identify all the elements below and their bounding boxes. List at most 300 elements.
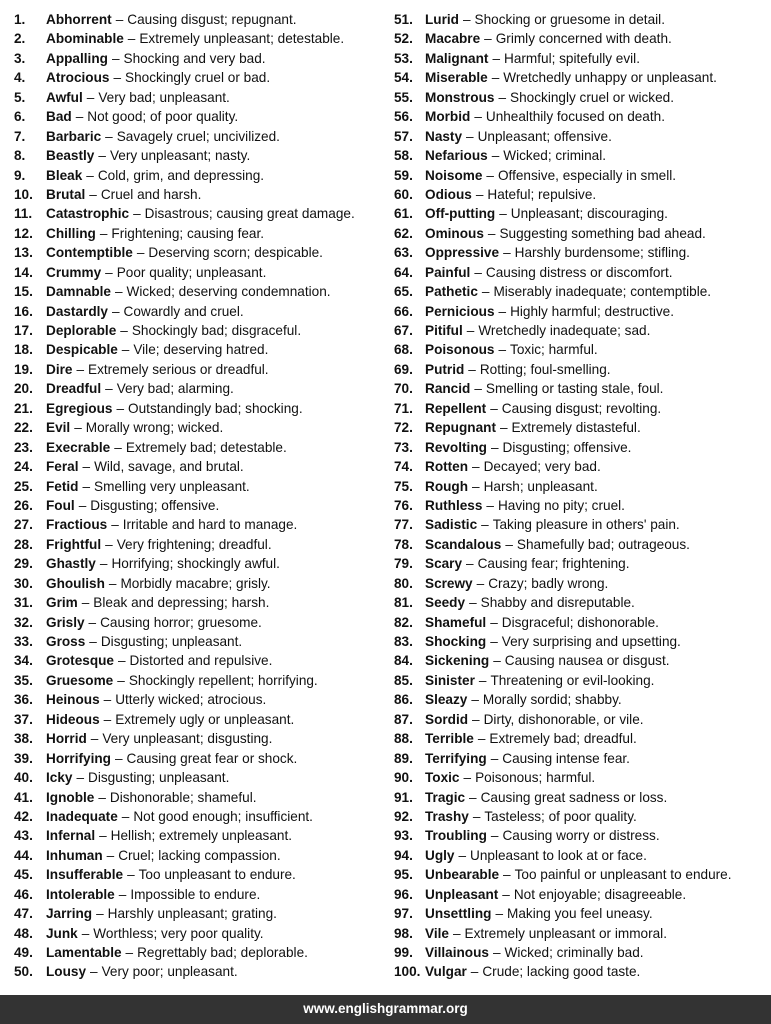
item-definition: Cruel and harsh. — [100, 186, 202, 202]
list-item — [14, 127, 386, 146]
item-separator: – — [490, 614, 498, 630]
item-separator: – — [113, 70, 122, 86]
item-definition: Harshly burdensome; stifling. — [514, 245, 690, 261]
item-separator: – — [81, 925, 90, 941]
item-number: 9. — [14, 167, 26, 183]
item-number: 47. — [14, 906, 33, 922]
item-number: 32. — [14, 614, 33, 630]
item-number: 28. — [14, 536, 33, 552]
item-number: 19. — [14, 361, 33, 377]
item-number: 13. — [14, 245, 33, 261]
item-separator: – — [106, 847, 115, 863]
list-item — [14, 515, 386, 534]
list-item — [394, 729, 771, 748]
item-separator: – — [98, 789, 106, 805]
item-number: 30. — [14, 575, 33, 591]
item-number: 14. — [14, 264, 33, 280]
item-word: Inadequate — [46, 808, 118, 824]
item-definition: Causing worry or distress. — [502, 828, 660, 844]
list-item — [14, 243, 386, 262]
list-item — [394, 613, 771, 632]
item-separator: – — [468, 361, 476, 377]
item-separator: – — [495, 906, 504, 922]
item-number: 7. — [14, 128, 26, 144]
item-word: Catastrophic — [46, 206, 130, 222]
item-word: Shocking — [425, 634, 487, 649]
item-separator: – — [82, 459, 91, 475]
item-number: 21. — [14, 400, 33, 416]
item-definition: Crazy; badly wrong. — [488, 575, 609, 591]
list-item — [14, 166, 386, 185]
item-word: Horrifying — [46, 750, 111, 766]
item-number: 67. — [394, 323, 413, 338]
list-item — [394, 379, 771, 398]
item-word: Monstrous — [425, 89, 495, 105]
item-word: Abominable — [46, 31, 124, 47]
list-item — [394, 904, 771, 923]
item-number: 46. — [14, 886, 33, 902]
word-list-left-column — [14, 10, 386, 982]
item-definition: Shockingly cruel or wicked. — [510, 89, 674, 105]
item-number: 20. — [14, 381, 33, 397]
list-item — [14, 632, 386, 651]
list-item — [394, 127, 771, 146]
item-word: Pathetic — [425, 284, 478, 300]
item-definition: Not good; of poor quality. — [87, 109, 239, 125]
list-item — [394, 438, 771, 457]
list-item — [394, 788, 771, 807]
item-definition: Horrifying; shockingly awful. — [111, 556, 280, 572]
item-separator: – — [114, 750, 123, 766]
list-item — [394, 535, 771, 554]
list-item — [394, 399, 771, 418]
item-number: 85. — [394, 672, 413, 688]
item-definition: Morally wrong; wicked. — [85, 420, 224, 436]
item-word: Lousy — [46, 964, 87, 980]
item-number: 17. — [14, 323, 33, 338]
item-number: 12. — [14, 225, 33, 241]
item-separator: – — [472, 711, 480, 727]
item-number: 94. — [394, 847, 413, 863]
item-separator: – — [82, 478, 91, 494]
list-item — [14, 379, 386, 398]
item-definition: Extremely unpleasant or immoral. — [464, 925, 667, 941]
list-item — [394, 885, 771, 904]
item-separator: – — [474, 109, 482, 125]
item-number: 95. — [394, 867, 413, 883]
item-separator: – — [103, 711, 112, 727]
item-number: 39. — [14, 750, 33, 766]
item-number: 2. — [14, 31, 26, 47]
list-item — [14, 943, 386, 962]
item-word: Terrible — [425, 731, 474, 747]
item-definition: Toxic; harmful. — [510, 342, 598, 358]
item-word: Bad — [46, 109, 72, 125]
list-item — [14, 574, 386, 593]
list-item — [394, 29, 771, 48]
item-separator: – — [115, 12, 124, 27]
item-definition: Causing horror; gruesome. — [100, 614, 262, 630]
item-number: 99. — [394, 945, 413, 960]
list-item — [14, 729, 386, 748]
list-item — [394, 263, 771, 282]
list-item — [394, 496, 771, 515]
item-definition: Utterly wicked; atrocious. — [115, 692, 267, 708]
item-separator: – — [75, 109, 84, 125]
item-number: 23. — [14, 439, 33, 455]
item-word: Unpleasant — [425, 886, 499, 902]
item-number: 52. — [394, 31, 413, 47]
item-definition: Unpleasant; discouraging. — [510, 206, 668, 222]
item-number: 93. — [394, 828, 413, 844]
item-number: 78. — [394, 536, 413, 552]
item-word: Revolting — [425, 439, 487, 455]
list-item — [14, 768, 386, 787]
item-word: Fractious — [46, 517, 108, 533]
list-item — [14, 399, 386, 418]
item-separator: – — [118, 886, 127, 902]
item-word: Sordid — [425, 711, 469, 727]
item-separator: – — [486, 497, 494, 513]
item-word: Poisonous — [425, 342, 495, 358]
item-definition: Offensive, especially in smell. — [497, 167, 677, 183]
item-number: 86. — [394, 692, 413, 708]
item-word: Rancid — [425, 381, 471, 397]
item-definition: Poor quality; unpleasant. — [116, 264, 267, 280]
item-definition: Cruel; lacking compassion. — [118, 847, 281, 863]
item-separator: – — [81, 595, 90, 611]
item-definition: Shockingly cruel or bad. — [125, 70, 271, 86]
list-item — [394, 826, 771, 845]
item-definition: Wicked; deserving condemnation. — [126, 284, 331, 300]
item-word: Ghastly — [46, 556, 96, 572]
item-number: 8. — [14, 148, 26, 164]
item-word: Appalling — [46, 50, 108, 66]
item-separator: – — [498, 342, 507, 358]
item-number: 22. — [14, 420, 33, 436]
item-separator: – — [492, 50, 500, 66]
item-word: Villainous — [425, 945, 489, 960]
list-item — [394, 943, 771, 962]
item-definition: Very bad; alarming. — [116, 381, 234, 397]
item-definition: Unpleasant to look at or face. — [470, 847, 647, 863]
item-separator: – — [477, 731, 486, 747]
list-item — [14, 477, 386, 496]
item-definition: Morally sordid; shabby. — [482, 692, 622, 708]
item-definition: Frightening; causing fear. — [111, 225, 265, 241]
item-definition: Causing great sadness or loss. — [480, 789, 668, 805]
list-item — [14, 224, 386, 243]
item-number: 24. — [14, 459, 33, 475]
item-word: Deplorable — [46, 323, 117, 338]
item-definition: Disgusting; unpleasant. — [88, 770, 230, 786]
item-separator: – — [499, 206, 507, 222]
list-item — [14, 340, 386, 359]
item-separator: – — [466, 556, 474, 572]
item-number: 40. — [14, 770, 33, 786]
item-definition: Shabby and disreputable. — [480, 595, 635, 611]
item-word: Damnable — [46, 284, 111, 300]
list-item — [394, 49, 771, 68]
item-word: Morbid — [425, 109, 471, 125]
item-separator: – — [498, 303, 507, 319]
item-definition: Wretchedly inadequate; sad. — [478, 323, 651, 338]
item-number: 97. — [394, 906, 413, 922]
item-separator: – — [111, 517, 119, 533]
item-word: Heinous — [46, 692, 100, 708]
item-separator: – — [90, 731, 99, 747]
list-item — [14, 904, 386, 923]
item-definition: Worthless; very poor quality. — [93, 925, 264, 941]
item-separator: – — [74, 420, 82, 436]
item-separator: – — [499, 420, 508, 436]
item-number: 71. — [394, 400, 413, 416]
item-number: 29. — [14, 556, 33, 572]
list-item — [394, 865, 771, 884]
item-separator: – — [127, 867, 135, 883]
item-number: 70. — [394, 381, 413, 397]
item-word: Sadistic — [425, 517, 478, 533]
item-number: 91. — [394, 789, 413, 805]
item-separator: – — [452, 925, 461, 941]
list-item — [14, 10, 386, 29]
item-separator: – — [484, 31, 492, 47]
item-number: 80. — [394, 575, 413, 591]
item-number: 38. — [14, 731, 33, 747]
item-number: 69. — [394, 361, 413, 377]
item-separator: – — [105, 536, 113, 552]
item-definition: Shockingly repellent; horrifying. — [128, 672, 318, 688]
list-item — [394, 418, 771, 437]
item-definition: Outstandingly bad; shocking. — [128, 400, 303, 416]
item-word: Putrid — [425, 361, 465, 377]
item-number: 98. — [394, 925, 413, 941]
item-word: Ignoble — [46, 789, 95, 805]
item-separator: – — [111, 303, 120, 319]
item-number: 61. — [394, 206, 413, 222]
item-definition: Extremely distasteful. — [511, 420, 641, 436]
item-definition: Wicked; criminal. — [503, 148, 606, 164]
item-word: Atrocious — [46, 70, 110, 86]
item-definition: Highly harmful; destructive. — [510, 303, 675, 319]
item-definition: Impossible to endure. — [130, 886, 261, 902]
item-number: 66. — [394, 303, 413, 319]
list-item — [14, 807, 386, 826]
item-definition: Regrettably bad; deplorable. — [137, 945, 308, 960]
item-separator: – — [466, 323, 475, 338]
item-definition: Disgraceful; dishonorable. — [501, 614, 659, 630]
item-separator: – — [503, 245, 511, 261]
item-definition: Rotting; foul-smelling. — [479, 361, 611, 377]
list-item — [394, 671, 771, 690]
item-separator: – — [108, 575, 117, 591]
item-separator: – — [99, 828, 107, 844]
list-item — [394, 146, 771, 165]
item-word: Oppressive — [425, 245, 500, 261]
item-word: Vile — [425, 925, 449, 941]
item-word: Rough — [425, 478, 469, 494]
item-word: Nefarious — [425, 148, 488, 164]
list-item — [394, 10, 771, 29]
list-item — [394, 846, 771, 865]
item-definition: Not good enough; insufficient. — [133, 808, 313, 824]
item-separator: – — [481, 517, 489, 533]
list-item — [394, 282, 771, 301]
item-definition: Tasteless; of poor quality. — [484, 808, 637, 824]
list-item — [394, 749, 771, 768]
item-number: 76. — [394, 497, 413, 513]
item-separator: – — [462, 12, 471, 27]
item-definition: Shocking or gruesome in detail. — [474, 12, 665, 27]
item-separator: – — [90, 964, 98, 980]
item-number: 81. — [394, 595, 413, 611]
item-separator: – — [89, 634, 97, 649]
item-word: Troubling — [425, 828, 487, 844]
item-separator: – — [117, 653, 126, 669]
list-item — [394, 321, 771, 340]
item-number: 57. — [394, 128, 413, 144]
item-definition: Very unpleasant; nasty. — [109, 148, 251, 164]
item-definition: Hateful; repulsive. — [487, 186, 597, 202]
item-separator: – — [114, 439, 122, 455]
item-definition: Harsh; unpleasant. — [483, 478, 598, 494]
item-definition: Very bad; unpleasant. — [98, 89, 230, 105]
item-number: 65. — [394, 284, 413, 300]
footer-website-banner — [0, 995, 771, 1024]
list-item — [394, 554, 771, 573]
list-item — [394, 710, 771, 729]
item-separator: – — [472, 808, 481, 824]
list-item — [394, 185, 771, 204]
item-number: 34. — [14, 653, 33, 669]
item-separator: – — [463, 770, 472, 786]
item-definition: Harshly unpleasant; grating. — [107, 906, 277, 922]
item-number: 49. — [14, 945, 33, 960]
item-word: Pernicious — [425, 303, 495, 319]
item-separator: – — [471, 692, 479, 708]
item-word: Dire — [46, 361, 73, 377]
item-separator: – — [490, 439, 499, 455]
item-word: Icky — [46, 770, 73, 786]
item-word: Horrid — [46, 731, 87, 747]
item-separator: – — [99, 225, 108, 241]
item-word: Off-putting — [425, 206, 496, 222]
item-word: Bleak — [46, 167, 83, 183]
list-item — [14, 457, 386, 476]
item-word: Malignant — [425, 50, 489, 66]
item-definition: Unhealthily focused on death. — [485, 109, 665, 125]
list-item — [394, 632, 771, 651]
item-definition: Decayed; very bad. — [483, 459, 601, 475]
item-definition: Wild, savage, and brutal. — [94, 459, 244, 475]
item-separator: – — [88, 614, 97, 630]
item-number: 37. — [14, 711, 33, 727]
item-number: 89. — [394, 750, 413, 766]
item-word: Infernal — [46, 828, 96, 844]
item-definition: Very unpleasant; disgusting. — [102, 731, 273, 747]
item-definition: Grimly concerned with death. — [495, 31, 672, 47]
item-number: 43. — [14, 828, 33, 844]
item-number: 79. — [394, 556, 413, 572]
item-definition: Causing disgust; revolting. — [501, 400, 662, 416]
list-item — [14, 49, 386, 68]
item-word: Rotten — [425, 459, 469, 475]
item-word: Dastardly — [46, 303, 108, 319]
item-definition: Wretchedly unhappy or unpleasant. — [503, 70, 717, 86]
list-item — [14, 302, 386, 321]
item-word: Hideous — [46, 711, 100, 727]
item-number: 73. — [394, 439, 413, 455]
list-item — [14, 924, 386, 943]
item-definition: Extremely bad; detestable. — [125, 439, 287, 455]
item-definition: Threatening or evil-looking. — [490, 672, 655, 688]
item-word: Dreadful — [46, 381, 102, 397]
list-item — [394, 88, 771, 107]
item-word: Ugly — [425, 847, 455, 863]
list-item — [394, 340, 771, 359]
list-item — [394, 204, 771, 223]
item-word: Contemptible — [46, 245, 133, 261]
item-word: Tragic — [425, 789, 466, 805]
item-definition: Poisonous; harmful. — [475, 770, 596, 786]
item-definition: Hellish; extremely unpleasant. — [110, 828, 293, 844]
item-definition: Having no pity; cruel. — [497, 497, 625, 513]
list-item — [394, 962, 771, 981]
item-definition: Disastrous; causing great damage. — [144, 206, 355, 222]
list-item — [14, 535, 386, 554]
item-number: 25. — [14, 478, 33, 494]
item-number: 72. — [394, 420, 413, 436]
item-word: Jarring — [46, 906, 93, 922]
item-word: Ominous — [425, 225, 484, 241]
list-item — [14, 885, 386, 904]
item-definition: Causing nausea or disgust. — [504, 653, 670, 669]
item-separator: – — [491, 70, 500, 86]
item-number: 51. — [394, 12, 413, 27]
item-number: 90. — [394, 770, 413, 786]
item-definition: Unpleasant; offensive. — [477, 128, 612, 144]
item-definition: Disgusting; offensive. — [502, 439, 632, 455]
item-number: 10. — [14, 186, 33, 202]
item-definition: Cowardly and cruel. — [123, 303, 244, 319]
item-definition: Dirty, dishonorable, or vile. — [483, 711, 644, 727]
item-number: 82. — [394, 614, 413, 630]
word-list-right-column — [394, 10, 771, 982]
item-separator: – — [475, 186, 484, 202]
item-number: 1. — [14, 12, 26, 27]
item-word: Trashy — [425, 808, 469, 824]
item-number: 62. — [394, 225, 413, 241]
item-word: Frightful — [46, 536, 102, 552]
list-item — [14, 418, 386, 437]
item-separator: – — [490, 750, 499, 766]
item-separator: – — [469, 789, 477, 805]
item-definition: Morbidly macabre; grisly. — [120, 575, 271, 591]
item-number: 50. — [14, 964, 33, 980]
item-definition: Causing distress or discomfort. — [485, 264, 673, 280]
item-number: 48. — [14, 925, 33, 941]
item-number: 88. — [394, 731, 413, 747]
list-item — [14, 321, 386, 340]
list-item — [394, 107, 771, 126]
item-definition: Disgusting; unpleasant. — [100, 634, 243, 649]
list-item — [394, 651, 771, 670]
item-definition: Not enjoyable; disagreeable. — [513, 886, 687, 902]
item-word: Lamentable — [46, 945, 122, 960]
item-definition: Crude; lacking good taste. — [482, 964, 641, 980]
list-item — [14, 865, 386, 884]
item-number: 55. — [394, 89, 413, 105]
